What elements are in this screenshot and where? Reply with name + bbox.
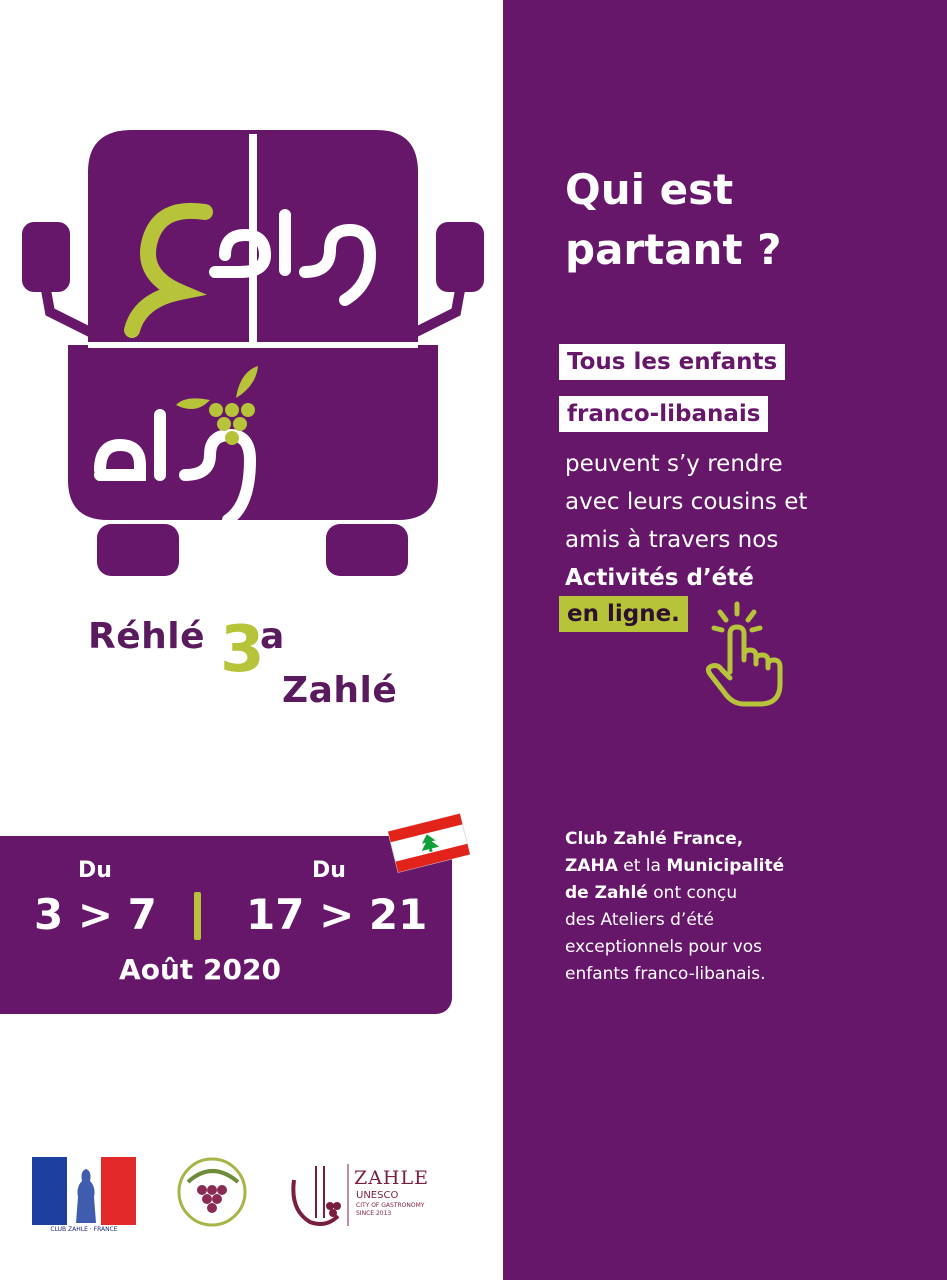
headline-line2: partant ? — [565, 225, 782, 274]
body-line2: avec leurs cousins et — [565, 489, 808, 515]
brand-connector: 3 — [220, 613, 265, 687]
lebanon-flag-icon — [388, 812, 470, 874]
brand-wordmark — [88, 612, 448, 722]
date-separator — [194, 892, 201, 940]
date-range-2: 17 > 21 — [246, 890, 428, 939]
date-range-1: 3 > 7 — [34, 890, 157, 939]
credits-concu: ont conçu — [647, 883, 738, 903]
brand-line1-suffix: a — [260, 616, 285, 657]
pointing-hand-icon — [700, 600, 790, 712]
headline — [565, 160, 782, 280]
brand-line1: Réhlé — [88, 616, 206, 657]
credits-line1: Club Zahlé France, — [565, 829, 744, 849]
unesco-line2: SINCE 2013 — [356, 1210, 392, 1217]
credits-line4: des Ateliers d’été — [565, 910, 714, 930]
body-line4: Activités d’été — [565, 565, 754, 591]
unesco-title: ZAHLE — [354, 1167, 429, 1189]
zaha-logo — [168, 1152, 258, 1232]
credits — [565, 826, 935, 988]
club-caption: CLUB ZAHLE · FRANCE — [50, 1226, 118, 1233]
unesco-line1: CITY OF GASTRONOMY — [356, 1202, 425, 1209]
unesco-gastronomy — [356, 1202, 424, 1218]
club-zahle-france-logo — [32, 1157, 136, 1233]
date-month: Août 2020 — [119, 953, 281, 986]
headline-line1: Qui est — [565, 165, 734, 214]
body-line1: peuvent s’y rendre — [565, 451, 783, 477]
brand-line2: Zahlé — [282, 670, 398, 711]
body-line3: amis à travers nos — [565, 527, 779, 553]
credits-zaha: ZAHA — [565, 856, 618, 876]
cta-online[interactable]: en ligne. — [559, 596, 688, 632]
credits-municipality: Municipalité — [666, 856, 785, 876]
body-text — [565, 445, 807, 597]
unesco-sub: UNESCO — [356, 1190, 399, 1201]
credits-and: et la — [617, 856, 667, 876]
credits-line5: exceptionnels pour vos — [565, 937, 762, 957]
credits-line6: enfants franco-libanais. — [565, 964, 766, 984]
highlight-line1: Tous les enfants — [559, 344, 785, 380]
du-label-2: Du — [312, 858, 346, 883]
highlight-line2: franco-libanais — [559, 396, 768, 432]
date-box — [0, 836, 452, 1014]
du-label-1: Du — [78, 858, 112, 883]
bus-logo-icon — [0, 0, 503, 620]
credits-de-zahle: de Zahlé — [565, 883, 648, 903]
